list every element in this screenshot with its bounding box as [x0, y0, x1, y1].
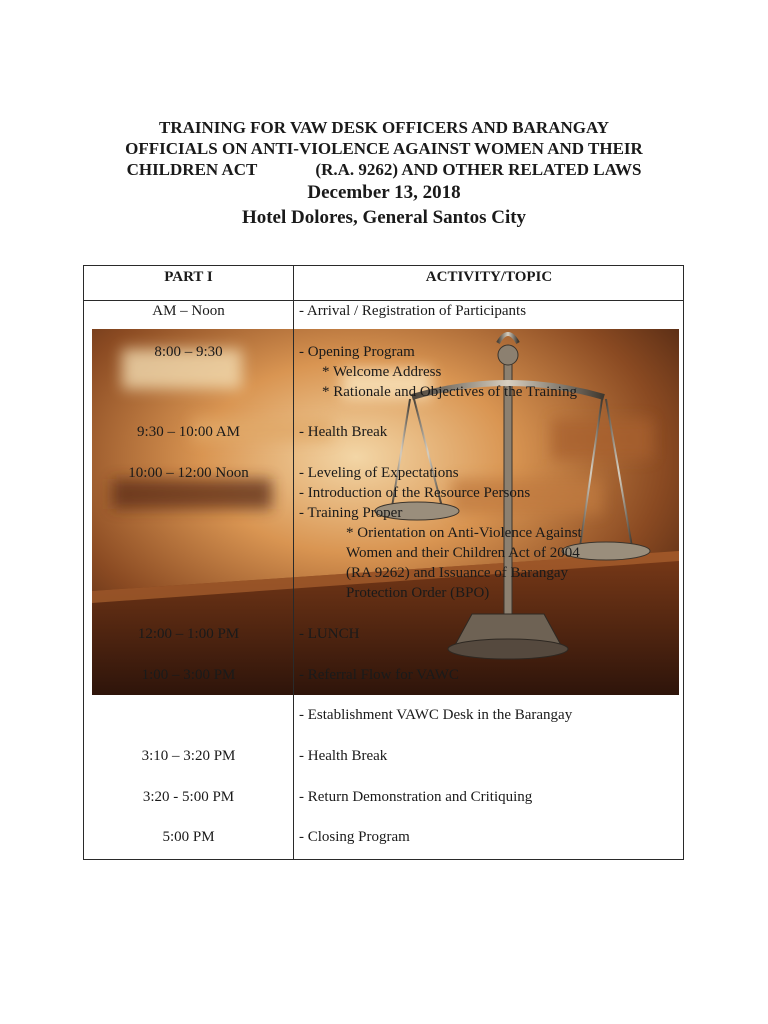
- row-subitem: * Welcome Address: [322, 364, 442, 380]
- row-subitem: (RA 9262) and Issuance of Barangay: [346, 565, 569, 581]
- row-activity: - Health Break: [299, 748, 388, 764]
- row-time: 3:10 – 3:20 PM: [141, 748, 236, 764]
- row-time: 12:00 – 1:00 PM: [137, 626, 240, 642]
- document-title: [0, 117, 768, 180]
- row-subitem: * Rationale and Objectives of the Training: [322, 384, 577, 400]
- column-header-activity: ACTIVITY/TOPIC: [425, 269, 553, 285]
- row-time: 1:00 – 3:00 PM: [141, 667, 236, 683]
- row-activity: - Establishment VAWC Desk in the Barangay: [299, 707, 573, 723]
- row-activity: - Leveling of Expectations: [299, 465, 459, 481]
- title-line-1: TRAINING FOR VAW DESK OFFICERS AND BARANGAY: [159, 118, 609, 137]
- event-venue: Hotel Dolores, General Santos City: [241, 207, 527, 228]
- title-line-2: OFFICIALS ON ANTI-VIOLENCE AGAINST WOMEN AND THEIR: [125, 139, 643, 158]
- title-line-3-part-a: CHILDREN ACT: [126, 160, 258, 179]
- row-activity: - Closing Program: [299, 829, 410, 845]
- row-time: 3:20 - 5:00 PM: [142, 789, 235, 805]
- event-date: December 13, 2018: [307, 182, 461, 203]
- row-activity: - Training Proper: [299, 505, 403, 521]
- row-subitem: * Orientation on Anti-Violence Against: [346, 525, 582, 541]
- schedule-table: [83, 265, 684, 860]
- column-header-part: PART I: [164, 269, 213, 285]
- row-time: 5:00 PM: [162, 829, 215, 845]
- row-subitem: Women and their Children Act of 2004: [346, 545, 580, 561]
- row-activity: - LUNCH: [299, 626, 360, 642]
- row-activity: - Arrival / Registration of Participants: [299, 303, 527, 319]
- title-line-3-part-b: (R.A. 9262) AND OTHER RELATED LAWS: [315, 160, 642, 179]
- title-line-3: [0, 159, 768, 180]
- column-divider: [293, 266, 294, 859]
- row-activity: - Opening Program: [299, 344, 415, 360]
- row-time: 8:00 – 9:30: [154, 344, 223, 360]
- row-time: 10:00 – 12:00 Noon: [128, 465, 249, 481]
- row-activity: - Health Break: [299, 424, 388, 440]
- row-time: 9:30 – 10:00 AM: [137, 424, 240, 440]
- row-activity: - Referral Flow for VAWC: [299, 667, 459, 683]
- row-subitem: Protection Order (BPO): [346, 585, 490, 601]
- row-time: AM – Noon: [152, 303, 225, 319]
- row-activity: - Return Demonstration and Critiquing: [299, 789, 533, 805]
- row-activity: - Introduction of the Resource Persons: [299, 485, 531, 501]
